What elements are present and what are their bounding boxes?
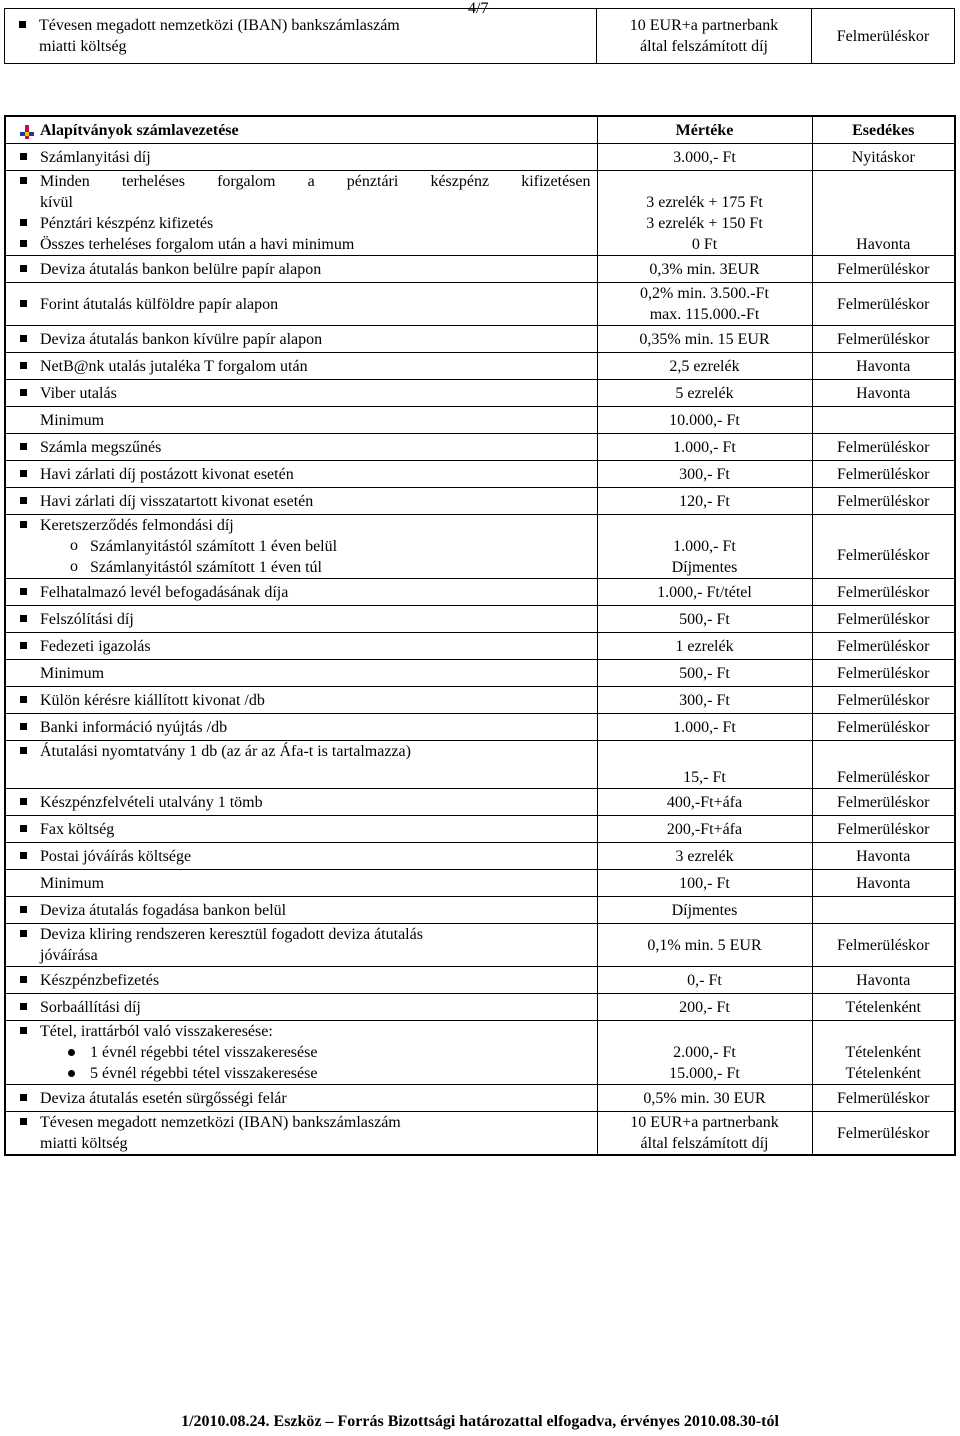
fee-due: Tételenként [845, 1044, 921, 1061]
fee-amount: Díjmentes [671, 901, 738, 919]
fee-amount: 3 ezrelék + 150 Ft [646, 215, 763, 232]
fee-description: miatti költség [40, 1135, 128, 1152]
fee-description: 1 évnél régebbi tétel visszakeresése [90, 1044, 318, 1061]
fee-amount: 120,- Ft [679, 492, 730, 510]
bullet-square-icon [20, 696, 27, 703]
fee-description-cont: miatti költség [39, 38, 127, 55]
fee-description: kívül [40, 194, 73, 211]
table-header-row [5, 116, 955, 144]
fee-description: Fedezeti igazolás [40, 637, 151, 655]
table-row [5, 1085, 955, 1112]
fee-amount-cont: által felszámított díj [640, 38, 768, 55]
bullet-square-icon [20, 798, 27, 805]
fee-description: 5 évnél régebbi tétel visszakeresése [90, 1065, 318, 1082]
table-row [5, 283, 955, 326]
top-fee-table [4, 8, 955, 64]
fee-description: NetB@nk utalás jutaléka T forgalom után [40, 357, 308, 375]
fee-amount: által felszámított díj [640, 1135, 769, 1152]
table-row [5, 9, 955, 64]
fee-amount: 0 Ft [691, 236, 718, 253]
bullet-square-icon [20, 265, 27, 272]
bullet-square-icon [20, 906, 27, 913]
bullet-square-icon [20, 930, 27, 937]
fee-due: Tételenként [845, 998, 921, 1016]
fee-amount: 400,-Ft+áfa [666, 793, 743, 811]
table-row [5, 633, 955, 660]
fee-amount: 0,2% min. 3.500.-Ft [640, 285, 769, 302]
fee-amount [598, 515, 812, 536]
bullet-square-icon [20, 177, 27, 184]
bullet-square-icon [20, 615, 27, 622]
dot-bullet-icon [68, 1049, 75, 1056]
fee-amount [598, 171, 812, 192]
fee-amount: 3 ezrelék [675, 847, 734, 865]
table-row [5, 843, 955, 870]
fee-due: Havonta [856, 847, 911, 865]
table-row [5, 326, 955, 353]
fee-description: Készpénzfelvételi utalvány 1 tömb [40, 793, 263, 811]
bullet-square-icon [20, 443, 27, 450]
fee-due: Felmerüléskor [837, 492, 930, 510]
table-row [5, 171, 955, 256]
bullet-square-icon [19, 21, 26, 28]
fee-description: Sorbaállítási díj [40, 998, 141, 1016]
fee-description: Minimum [40, 664, 105, 682]
fee-due: Felmerüléskor [837, 1089, 930, 1107]
fee-description: Postai jóváírás költsége [40, 847, 192, 865]
fee-amount: 1.000,- Ft [673, 538, 736, 555]
fee-due: Felmerüléskor [837, 718, 930, 736]
table-row [5, 924, 955, 967]
fee-description: Minimum [40, 874, 105, 892]
fee-due: Felmerüléskor [837, 438, 930, 456]
fee-amount: 1.000,- Ft/tétel [657, 583, 752, 601]
table-row [5, 687, 955, 714]
fee-amount: 500,- Ft [679, 664, 730, 682]
fee-amount: 1 ezrelék [675, 637, 734, 655]
bullet-square-icon [20, 1003, 27, 1010]
fee-due: Felmerüléskor [837, 260, 930, 278]
fee-description: jóváírása [40, 947, 98, 964]
table-row [5, 897, 955, 924]
fee-due: Felmerüléskor [837, 793, 930, 811]
bullet-square-icon [20, 642, 27, 649]
bullet-square-icon [20, 240, 27, 247]
column-header-amount: Mértéke [597, 116, 812, 144]
table-row [5, 144, 955, 171]
fee-description: Számlanyitástól számított 1 éven túl [90, 559, 322, 576]
fee-due: Felmerüléskor [837, 637, 930, 655]
table-row [5, 1021, 955, 1085]
fee-description: Keretszerződés felmondási díj [40, 517, 234, 534]
bullet-square-icon [20, 852, 27, 859]
fee-amount: 0,3% min. 3EUR [649, 260, 760, 278]
fee-due: Felmerüléskor [837, 1124, 930, 1142]
fee-amount: max. 115.000.-Ft [649, 306, 760, 323]
table-row [5, 994, 955, 1021]
circle-bullet-icon: o [70, 537, 78, 554]
fee-description: Számla megszűnés [40, 438, 162, 456]
fee-due: Felmerüléskor [837, 691, 930, 709]
fee-description: Külön kérésre kiállított kivonat /db [40, 691, 265, 709]
page-number: 4/7 [468, 0, 489, 17]
bullet-square-icon [20, 521, 27, 528]
fee-description: Deviza kliring rendszeren keresztül fogadott deviza átutalás [40, 926, 423, 943]
fee-description: Banki információ nyújtás /db [40, 718, 228, 736]
fee-due: Felmerüléskor [837, 465, 930, 483]
fee-due: Felmerüléskor [837, 820, 930, 838]
bullet-square-icon [20, 497, 27, 504]
fee-due: Felmerüléskor [837, 769, 930, 786]
bullet-square-icon [20, 1094, 27, 1101]
table-row [5, 789, 955, 816]
fee-description: Összes terheléses forgalom után a havi minimum [40, 236, 355, 253]
fee-amount: 200,- Ft [679, 998, 730, 1016]
table-row [5, 407, 955, 434]
fee-description: Tévesen megadott nemzetközi (IBAN) bankszámlaszám [40, 1114, 401, 1131]
fee-due: Felmerüléskor [837, 547, 930, 564]
table-row [5, 870, 955, 897]
fee-due: Felmerüléskor [837, 610, 930, 628]
fee-amount: 500,- Ft [679, 610, 730, 628]
fee-description: Átutalási nyomtatvány 1 db (az ár az Áfa-t is tartalmazza) [40, 743, 411, 760]
fee-due: Felmerüléskor [837, 664, 930, 682]
fee-amount: 15,- Ft [683, 769, 726, 786]
fee-amount: 3.000,- Ft [673, 148, 736, 166]
bullet-square-icon [20, 1118, 27, 1125]
fee-due: Havonta [856, 384, 911, 402]
table-row [5, 256, 955, 283]
fee-description: Felhatalmazó levél befogadásának díja [40, 583, 289, 601]
fee-description: Deviza átutalás bankon belülre papír alapon [40, 260, 322, 278]
fee-description: Tétel, irattárból való visszakeresése: [40, 1023, 273, 1040]
table-row [5, 380, 955, 407]
fee-amount: 1.000,- Ft [673, 438, 736, 456]
table-row [5, 816, 955, 843]
fee-description: Fax költség [40, 820, 115, 838]
bullet-square-icon [20, 335, 27, 342]
table-row [5, 714, 955, 741]
table-row [5, 741, 955, 789]
bullet-square-icon [20, 470, 27, 477]
fee-amount: 1.000,- Ft [673, 718, 736, 736]
dot-bullet-icon [68, 1070, 75, 1077]
fee-description: Pénztári készpénz kifizetés [40, 215, 214, 232]
fee-due: Havonta [856, 874, 911, 892]
fee-amount: 0,1% min. 5 EUR [647, 936, 762, 954]
fee-due: Havonta [856, 971, 911, 989]
table-row [5, 461, 955, 488]
foundation-fee-table [4, 115, 956, 1156]
fee-description: Minden terheléses forgalom a pénztári készpénz kifizetésen [40, 173, 591, 190]
table-row [5, 353, 955, 380]
table-row [5, 967, 955, 994]
fee-description: Deviza átutalás esetén sürgősségi felár [40, 1089, 287, 1107]
fee-amount: 3 ezrelék + 175 Ft [646, 194, 763, 211]
fee-due: Felmerüléskor [812, 9, 955, 64]
column-header-due: Esedékes [812, 116, 955, 144]
table-row [5, 434, 955, 461]
fee-description: Havi zárlati díj postázott kivonat esetén [40, 465, 294, 483]
fee-amount: 200,-Ft+áfa [666, 820, 743, 838]
fee-amount: 2,5 ezrelék [669, 357, 740, 375]
fee-description: Minimum [40, 411, 105, 429]
section-marker-icon [20, 125, 34, 139]
table-row [5, 488, 955, 515]
fee-amount [598, 1021, 812, 1042]
fee-amount: 10 EUR+a partnerbank [629, 17, 779, 34]
fee-description: Havi zárlati díj visszatartott kivonat esetén [40, 492, 314, 510]
bullet-square-icon [20, 362, 27, 369]
table-row [5, 515, 955, 579]
bullet-square-icon [20, 976, 27, 983]
fee-amount: Díjmentes [671, 559, 738, 576]
fee-description: Tévesen megadott nemzetközi (IBAN) bankszámlaszám [39, 17, 400, 34]
document-footer: 1/2010.08.24. Eszköz – Forrás Bizottsági határozattal elfogadva, érvényes 2010.08.30-tól [181, 1413, 779, 1430]
fee-description: Számlanyitási díj [40, 148, 151, 166]
bullet-square-icon [20, 153, 27, 160]
fee-description: Deviza átutalás fogadása bankon belül [40, 901, 287, 919]
circle-bullet-icon: o [70, 558, 78, 575]
fee-amount: 300,- Ft [679, 691, 730, 709]
fee-amount: 10.000,- Ft [669, 411, 740, 429]
bullet-square-icon [20, 723, 27, 730]
section-title: Alapítványok számlavezetése [40, 121, 239, 139]
bullet-square-icon [20, 588, 27, 595]
bullet-square-icon [20, 219, 27, 226]
fee-due: Felmerüléskor [837, 330, 930, 348]
fee-amount: 2.000,- Ft [673, 1044, 736, 1061]
fee-description: Viber utalás [40, 384, 117, 402]
fee-due: Havonta [856, 236, 911, 253]
fee-description: Felszólítási díj [40, 610, 134, 628]
fee-due: Nyitáskor [851, 148, 915, 166]
table-row [5, 606, 955, 633]
table-row [5, 1112, 955, 1156]
fee-due: Tételenként [845, 1065, 921, 1082]
fee-amount: 0,- Ft [687, 971, 722, 989]
fee-due: Havonta [856, 357, 911, 375]
fee-due: Felmerüléskor [837, 295, 930, 313]
table-row [5, 579, 955, 606]
fee-due: Felmerüléskor [837, 583, 930, 601]
fee-amount: 15.000,- Ft [669, 1065, 740, 1082]
fee-due: Felmerüléskor [837, 936, 930, 954]
table-row [5, 660, 955, 687]
fee-due [813, 1021, 955, 1042]
fee-amount: 10 EUR+a partnerbank [630, 1114, 779, 1131]
bullet-square-icon [20, 300, 27, 307]
bullet-square-icon [20, 389, 27, 396]
fee-description: Deviza átutalás bankon kívülre papír alapon [40, 330, 323, 348]
fee-description: Forint átutalás külföldre papír alapon [40, 295, 279, 313]
bullet-square-icon [20, 1027, 27, 1034]
bullet-square-icon [20, 825, 27, 832]
bullet-square-icon [20, 747, 27, 754]
fee-description: Készpénzbefizetés [40, 971, 160, 989]
fee-amount: 0,35% min. 15 EUR [639, 330, 770, 348]
fee-description: Számlanyitástól számított 1 éven belül [90, 538, 338, 555]
fee-amount: 0,5% min. 30 EUR [643, 1089, 766, 1107]
fee-amount: 5 ezrelék [675, 384, 734, 402]
fee-amount: 100,- Ft [679, 874, 730, 892]
fee-amount: 300,- Ft [679, 465, 730, 483]
